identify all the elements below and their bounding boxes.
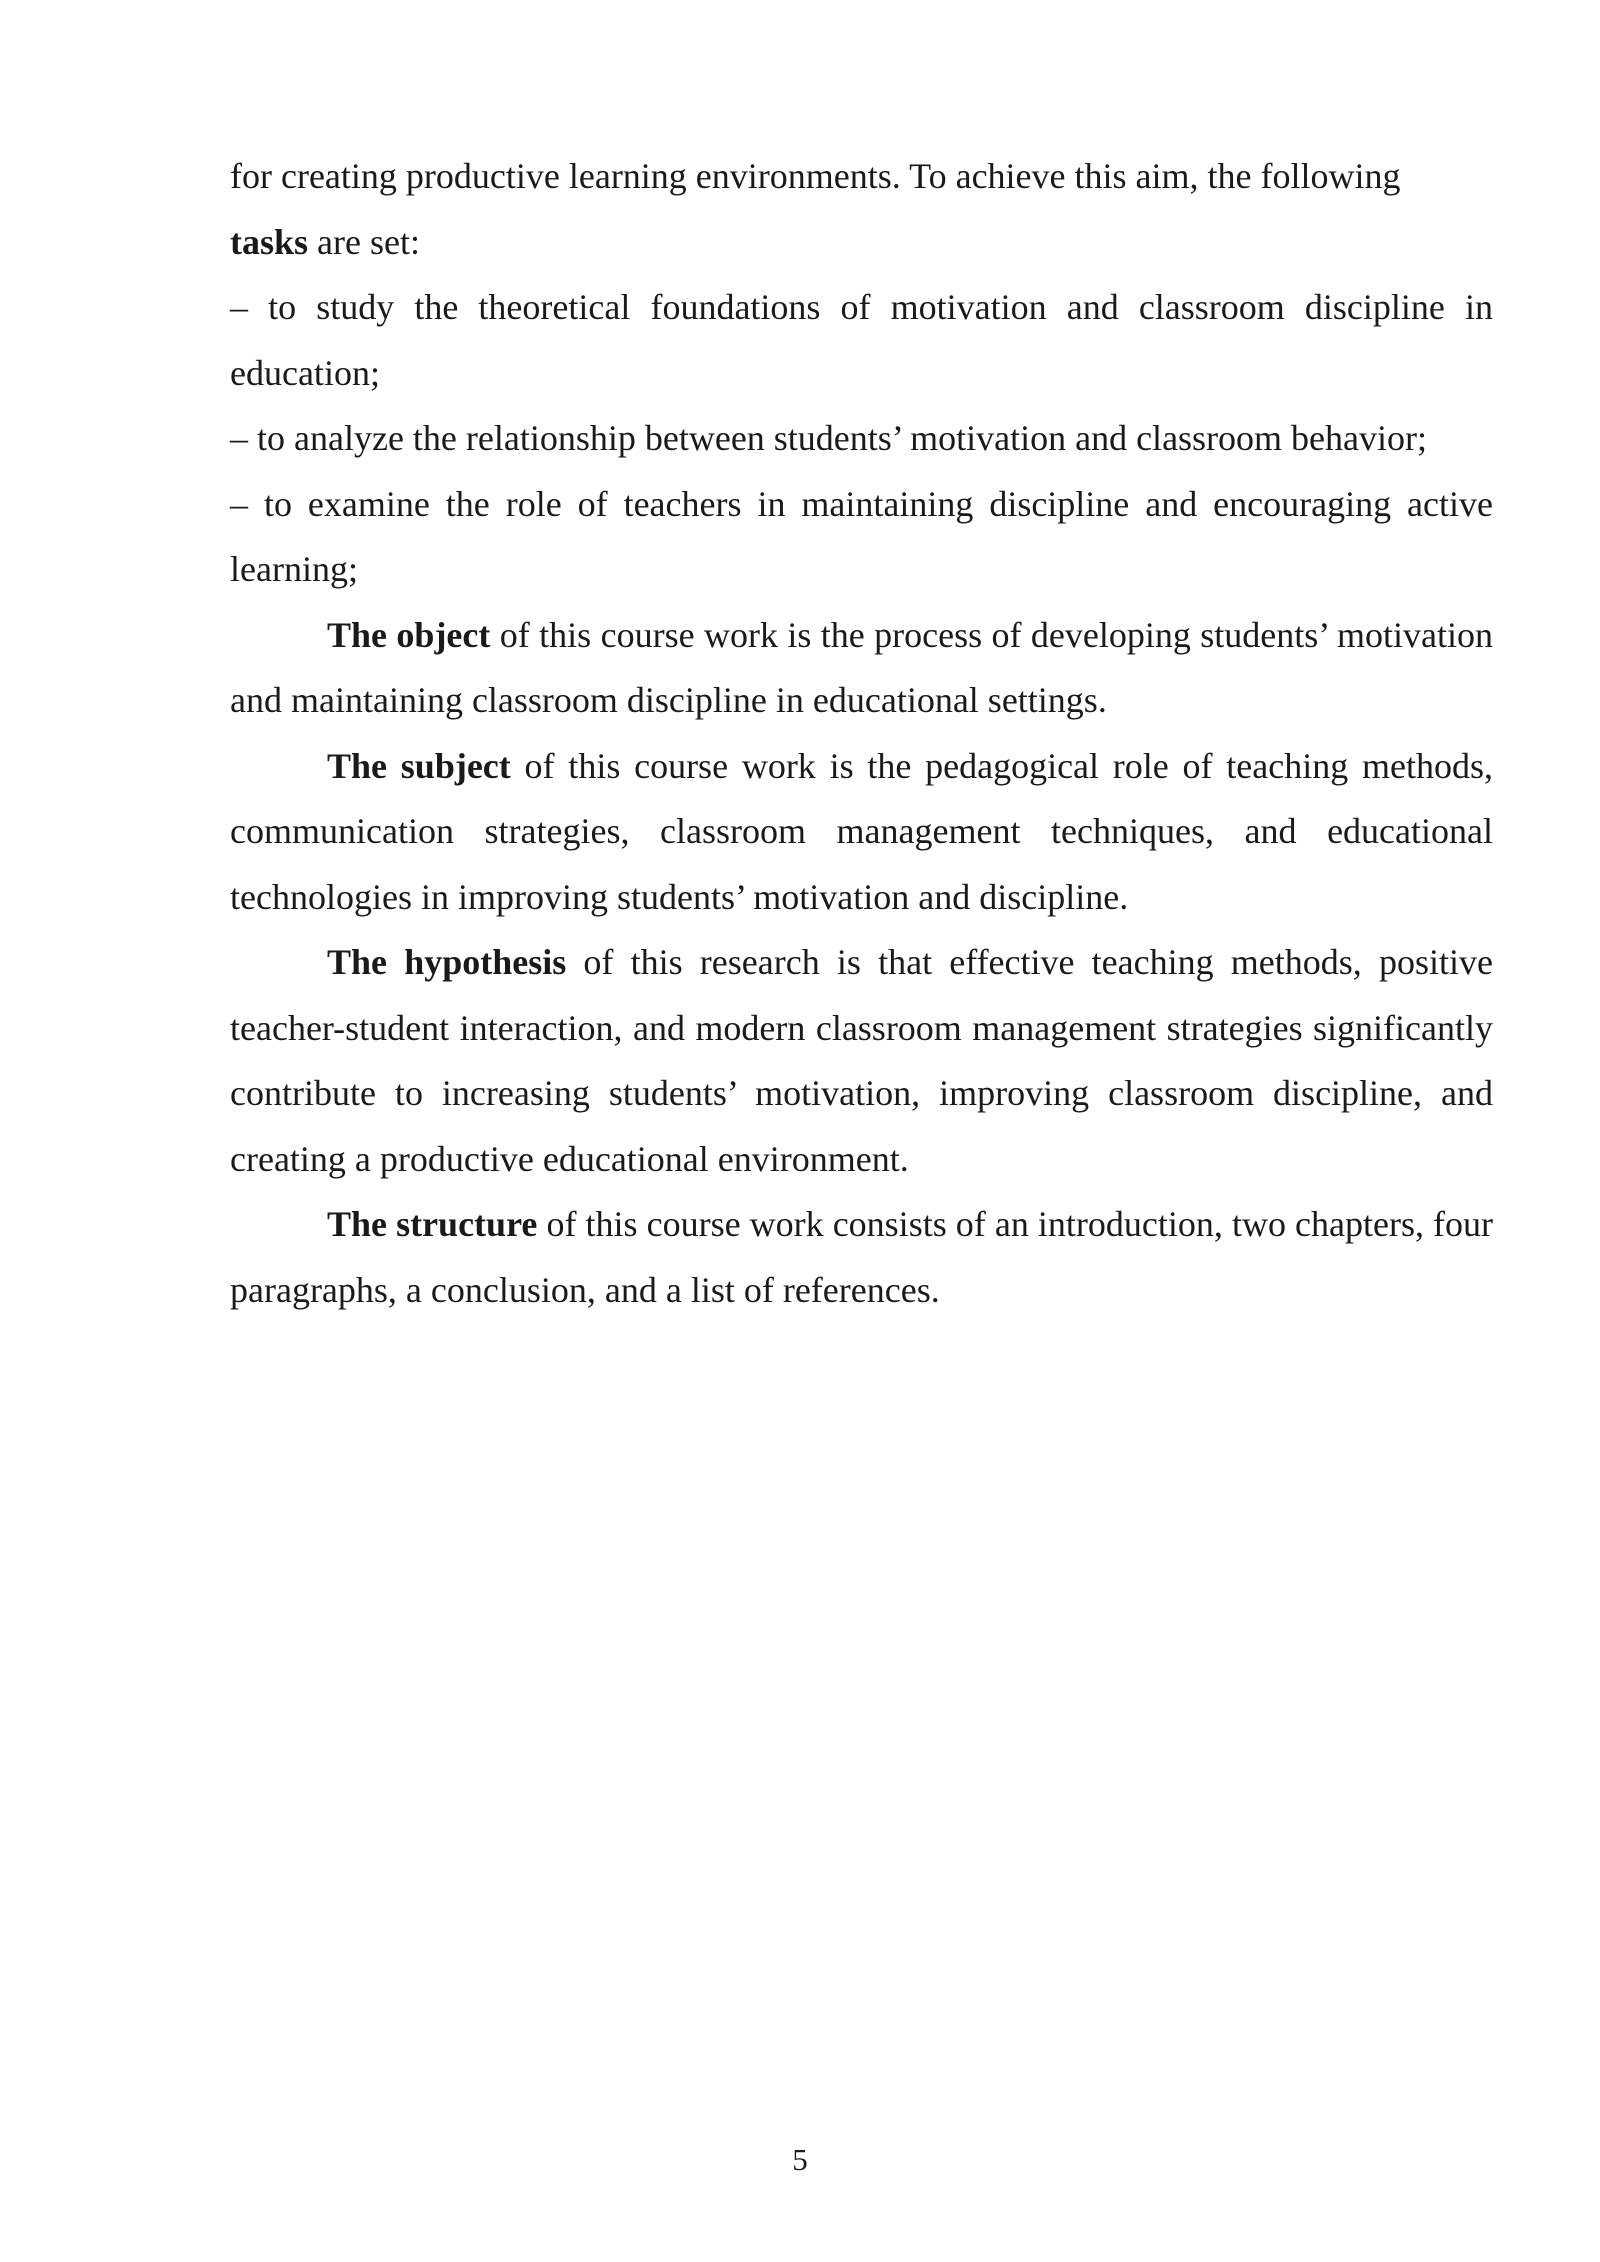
tasks-intro-paragraph — [230, 144, 1493, 275]
tasks-bold-term: tasks — [230, 221, 309, 262]
object-bold-term: The object — [327, 614, 491, 655]
page-number: 5 — [792, 2142, 808, 2177]
structure-bold-term: The structure — [327, 1204, 538, 1244]
hypothesis-paragraph — [230, 930, 1493, 1192]
structure-text: of this course work consists of an introduction, two chapters, four paragraphs, a conclusion, and a list of references. — [230, 1204, 1494, 1310]
hypothesis-text: of this research is that effective teaching methods, positive teacher-student interaction, and modern classroom management strategies significantly contribute to increasing students’ motivation, improving classroom discipline, and creating a productive educational environment. — [230, 942, 1493, 1179]
tasks-intro-tail: are set: — [308, 221, 420, 262]
page-body — [230, 144, 1493, 1323]
task-item-examine: – to examine the role of teachers in maintaining discipline and encouraging active learning; — [230, 483, 1493, 589]
subject-paragraph — [230, 734, 1493, 931]
hypothesis-bold-term: The hypothesis — [327, 942, 567, 982]
task-item-analyze: – to analyze the relationship between students’ motivation and classroom behavior; — [230, 418, 1427, 458]
structure-paragraph — [230, 1192, 1493, 1323]
subject-bold-term: The subject — [327, 745, 511, 786]
subject-text: of this course work is the pedagogical role of teaching methods, communication strategies, classroom management techniques, and educational technologies in improving students’ motivation and discipline. — [230, 745, 1494, 917]
object-text: of this course work is the process of developing students’ motivation and maintaining classroom discipline in educational settings. — [230, 614, 1493, 720]
object-paragraph — [230, 603, 1493, 734]
task-item-study: – to study the theoretical foundations of motivation and classroom discipline in education; — [230, 287, 1493, 393]
tasks-intro-text: for creating productive learning environments. To achieve this aim, the following — [230, 156, 1401, 196]
